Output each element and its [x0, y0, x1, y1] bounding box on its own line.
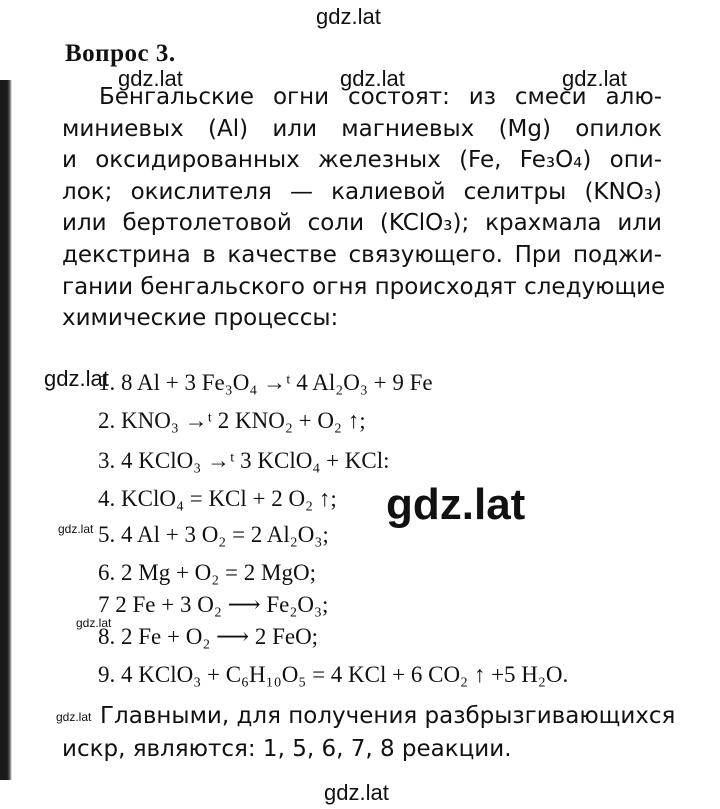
intro-line: Бенгальские огни состоят: из смеси алю- — [99, 84, 662, 110]
watermark-bottom: gdz.lat — [324, 780, 389, 805]
conclusion-line: Главными, для получения разбрызгивающихся — [100, 703, 676, 729]
watermark-row1-mid: gdz.lat — [340, 66, 405, 91]
intro-line: химические процессы: — [62, 305, 339, 332]
equation-9: 9. 4 KClO₃ + C₆H₁₀O₅ = 4 KCl + 6 CO₂ ↑ +5 H₂O. — [98, 662, 569, 687]
watermark-row1-left: gdz.lat — [118, 66, 183, 91]
equation-5: 5. 4 Al + 3 O₂ = 2 Al₂O₃; — [98, 522, 329, 547]
equation-4: 4. KClO₄ = KCl + 2 O₂ ↑; — [98, 486, 337, 511]
equation-7: 7 2 Fe + 3 O₂ ⟶ Fe₂O₃; — [98, 592, 329, 617]
intro-line: или бертолетовой соли (KClO₃); крахмала или — [62, 210, 662, 237]
intro-line: декстрина в качестве связующего. При поджи- — [62, 241, 662, 268]
equation-2: 2. KNO₃ →ᵗ 2 KNO₂ + O₂ ↑; — [98, 408, 366, 433]
equation-8: 8. 2 Fe + O₂ ⟶ 2 FeO; — [98, 624, 319, 649]
scan-edge — [0, 80, 12, 780]
watermark-left-eq8: gdz.lat — [76, 616, 112, 630]
watermark-left-eq1: gdz.lat — [44, 366, 109, 391]
equation-1: 1. 8 Al + 3 Fe₃O₄ →ᵗ 4 Al₂O₃ + 9 Fe — [98, 370, 433, 395]
watermark-left-eq5: gdz.lat — [58, 522, 94, 536]
equation-3: 3. 4 KClO₃ →ᵗ 3 KClO₄ + KCl: — [98, 448, 390, 473]
intro-line: и оксидированных железных (Fe, Fe₃O₄) опи- — [62, 147, 662, 174]
intro-line: лок; окислителя — калиевой селитры (KNO₃) — [62, 178, 662, 205]
conclusion-line: искр, являются: 1, 5, 6, 7, 8 реакции. — [62, 736, 512, 762]
watermark-large: gdz.lat — [386, 480, 526, 529]
intro-paragraph — [62, 82, 666, 335]
intro-line: гании бенгальского огня происходят следующие — [62, 273, 666, 300]
watermark-top: gdz.lat — [316, 4, 381, 29]
equation-6: 6. 2 Mg + O₂ = 2 MgO; — [98, 560, 316, 585]
watermark-row1-right: gdz.lat — [562, 66, 627, 91]
intro-line: миниевых (Al) или магниевых (Mg) опилок — [62, 115, 662, 142]
question-title: Вопрос 3. — [65, 40, 176, 67]
watermark-left-concl: gdz.lat — [56, 710, 92, 724]
